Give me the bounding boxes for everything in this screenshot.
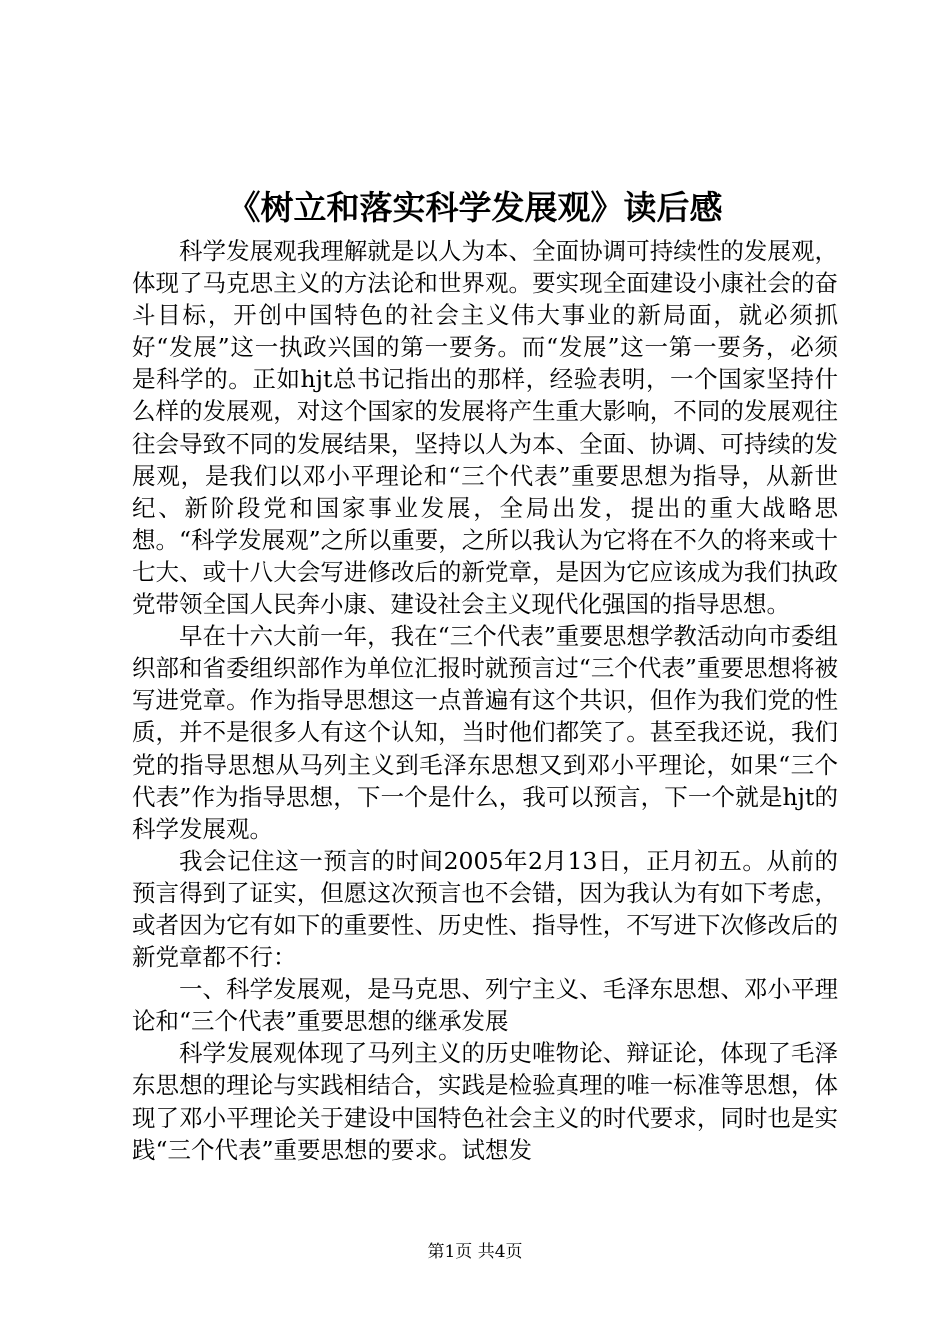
page-number-footer: 第1页 共4页 [427,1242,523,1262]
document-body [132,235,838,1166]
document-title: 《树立和落实科学发展观》读后感 [227,188,723,227]
paragraph: 我会记住这一预言的时间2005年2月13日，正月初五。从前的预言得到了证实，但愿这次预言也不会错，因为我认为有如下考虑，或者因为它有如下的重要性、历史性、指导性，不写进下次修改后的新党章都不行： [132,846,838,972]
paragraph: 科学发展观体现了马列主义的历史唯物论、辩证论，体现了毛泽东思想的理论与实践相结合，实践是检验真理的唯一标准等思想，体现了邓小平理论关于建设中国特色社会主义的时代要求，同时也是实践“三个代表”重要思想的要求。试想发 [132,1039,838,1164]
paragraph: 早在十六大前一年，我在“三个代表”重要思想学教活动向市委组织部和省委组织部作为单位汇报时就预言过“三个代表”重要思想将被写进党章。作为指导思想这一点普遍有这个共识，但作为我们党的性质，并不是很多人有这个认知，当时他们都笑了。甚至我还说，我们党的指导思想从马列主义到毛泽东思想又到邓小平理论，如果“三个代表”作为指导思想，下一个是什么，我可以预言，下一个就是hjt的科学发展观。 [132,622,838,843]
section-heading: 一、科学发展观，是马克思、列宁主义、毛泽东思想、邓小平理论和“三个代表”重要思想的继承发展 [132,975,838,1036]
paragraph: 科学发展观我理解就是以人为本、全面协调可持续性的发展观，体现了马克思主义的方法论和世界观。要实现全面建设小康社会的奋斗目标，开创中国特色的社会主义伟大事业的新局面，就必须抓好“发展”这一执政兴国的第一要务。而“发展”这一第一要务，必须是科学的。正如hjt总书记指出的那样，经验表明，一个国家坚持什么样的发展观，对这个国家的发展将产生重大影响，不同的发展观往往会导致不同的发展结果，坚持以人为本、全面、协调、可持续的发展观，是我们以邓小平理论和“三个代表”重要思想为指导，从新世纪、新阶段党和国家事业发展，全局出发，提出的重大战略思想。“科学发展观”之所以重要，之所以我认为它将在不久的将来或十七大、或十八大会写进修改后的新党章，是因为它应该成为我们执政党带领全国人民奔小康、建设社会主义现代化强国的指导思想。 [132,237,838,619]
